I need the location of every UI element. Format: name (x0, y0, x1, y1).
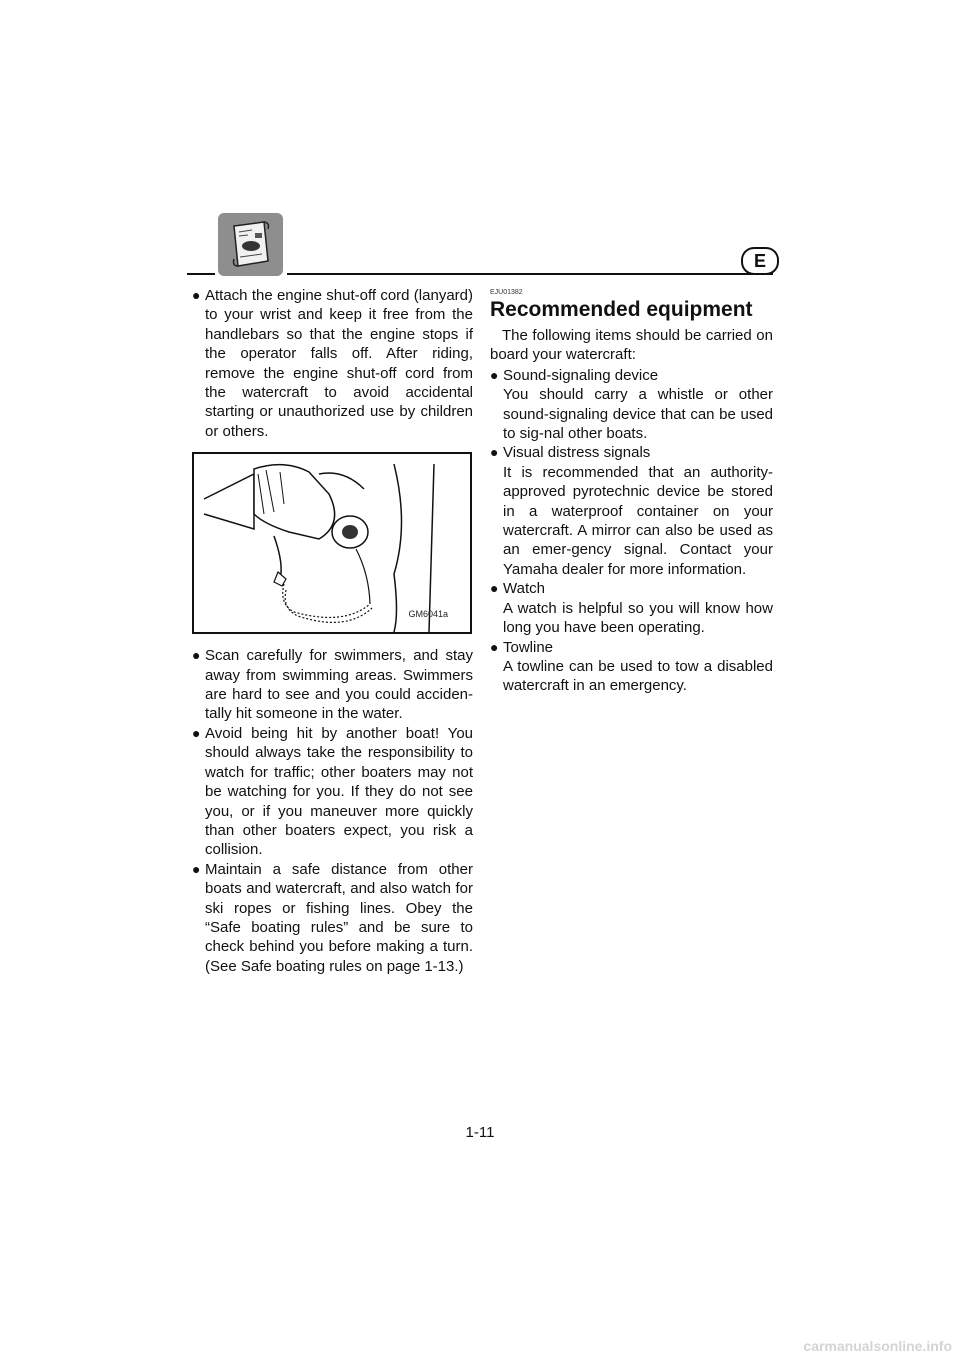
manual-book-icon (218, 213, 283, 276)
item-title: Towline (503, 638, 554, 656)
bullet-item (192, 646, 473, 724)
watermark: carmanualsonline.info (803, 1338, 952, 1354)
bullet-text: Maintain a safe distance from other boats and watercraft, and also watch for ski ropes or fishing lines. Obey the “Safe boating rules” and be sure to check behind you before making a turn. (See Safe boating rules on page 1-13.) (205, 860, 473, 975)
figure-code: GM6041a (408, 608, 448, 619)
bullet-dot-icon: ● (192, 287, 201, 303)
equipment-item-title (490, 366, 773, 385)
bullet-item (192, 860, 473, 976)
bullet-dot-icon: ● (490, 444, 499, 461)
section-code: EJU01382 (490, 289, 523, 296)
bullet-dot-icon: ● (490, 638, 499, 655)
equipment-item-title (490, 638, 773, 657)
bullet-text: Avoid being hit by another boat! You should always take the responsibility to watch for traffic; other boaters may not be watching for you. If they do not see you, or if you maneuver more quickly than other boaters expect, you risk a collision. (205, 724, 473, 859)
item-title: Sound-signaling device (503, 366, 659, 384)
equipment-item-title (490, 443, 773, 462)
lanyard-figure (192, 452, 472, 634)
bullet-text: Attach the engine shut-off cord (lanyard) to your wrist and keep it free from the handlebars so that the engine stops if the operator falls off. After riding, remove the engine shut-off cord from the watercraft to avoid accidental starting or unauthorized use by children or others. (205, 287, 473, 440)
section-title: Recommended equipment (490, 298, 753, 321)
bullet-dot-icon: ● (490, 580, 499, 597)
intro-text: The following items should be carried on board your watercraft: (490, 327, 773, 364)
bullet-dot-icon: ● (490, 366, 499, 383)
bullet-dot-icon: ● (192, 724, 201, 741)
equipment-item-description: It is recommended that an authority-approved pyrotechnic device be stored in a waterproof container on your watercraft. A mirror can also be used as an emer-gency signal. Contact your Yamaha dealer for more information. (503, 463, 773, 578)
left-column (192, 286, 473, 976)
language-badge: E (741, 247, 779, 275)
equipment-item-title (490, 579, 773, 598)
header-rule-left (187, 273, 215, 275)
page-number: 1-11 (465, 1124, 495, 1141)
equipment-item-description: A watch is helpful so you will know how long you have been operating. (503, 599, 773, 637)
equipment-item-description: You should carry a whistle or other sound-signaling device that can be used to sig-nal other boats. (503, 386, 773, 443)
header-rule-right (287, 273, 773, 275)
bullet-item (192, 724, 473, 860)
bullet-dot-icon: ● (192, 860, 201, 877)
equipment-item-description: A towline can be used to tow a disabled watercraft in an emergency. (503, 657, 773, 695)
item-title: Visual distress signals (503, 444, 651, 462)
item-title: Watch (503, 580, 545, 598)
bullet-dot-icon: ● (192, 647, 201, 664)
bullet-text: Scan carefully for swimmers, and stay away from swimming areas. Swimmers are hard to see and you could acciden-tally hit someone in the water. (205, 647, 473, 723)
right-column (490, 286, 773, 696)
bullet-item (192, 286, 473, 441)
